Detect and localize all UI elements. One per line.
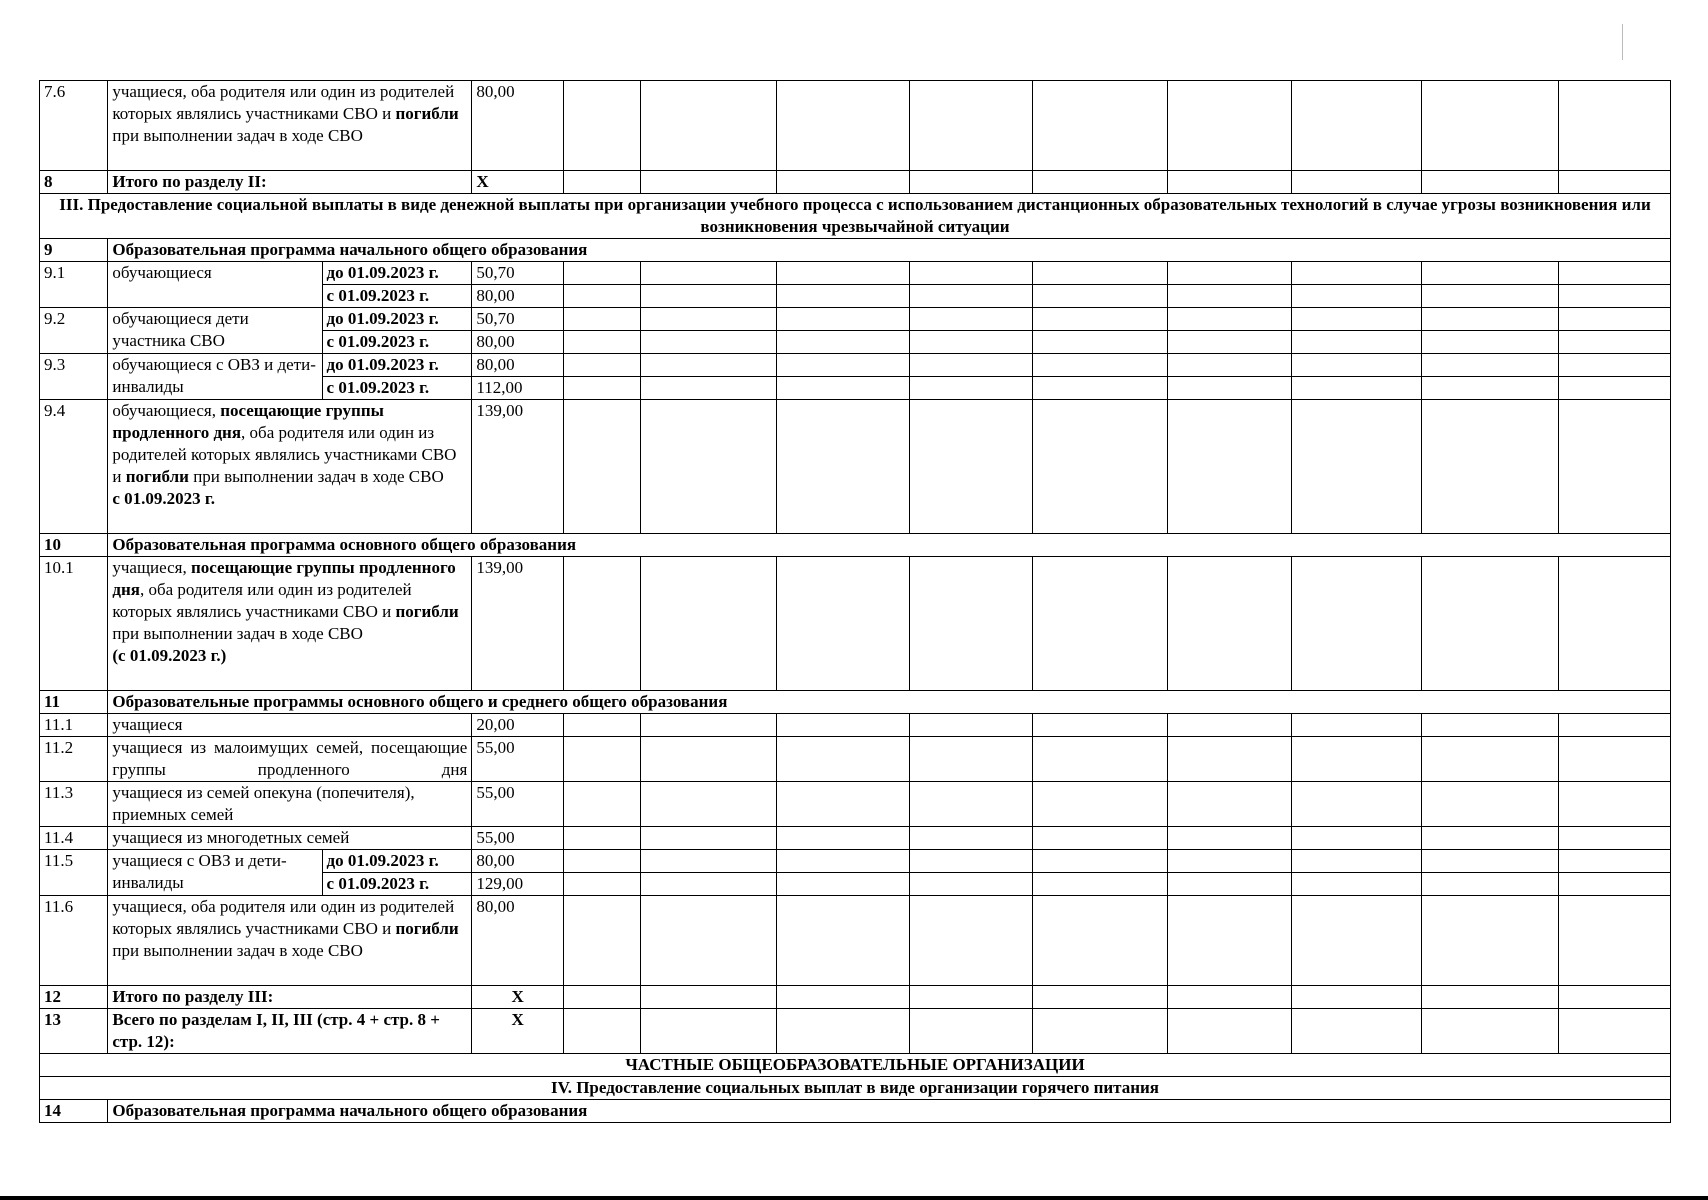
table-row — [40, 171, 1671, 194]
row-number: 9.3 — [40, 354, 108, 400]
date-period: до 01.09.2023 г. — [322, 262, 472, 285]
row-number: 11.4 — [40, 827, 108, 850]
rate-value: 80,00 — [472, 285, 564, 308]
rate-value: 80,00 — [472, 81, 564, 171]
rate-value: 112,00 — [472, 377, 564, 400]
rate-value: 55,00 — [472, 827, 564, 850]
table-row — [40, 308, 1671, 331]
row-label: учащиеся, посещающие группы продленного дня, оба родителя или один из родителей которых являлись участниками СВО и погибли при выполнении задач в ходе СВО (с 01.09.2023 г.) — [108, 557, 472, 691]
rate-value: 139,00 — [472, 557, 564, 691]
rate-value: 55,00 — [472, 782, 564, 827]
rate-value: X — [472, 1009, 564, 1054]
row-number: 8 — [40, 171, 108, 194]
scan-artifact — [1622, 24, 1623, 60]
date-period: до 01.09.2023 г. — [322, 850, 472, 873]
table-row — [40, 400, 1671, 534]
table-row — [40, 896, 1671, 986]
row-number: 10.1 — [40, 557, 108, 691]
row-label: Образовательная программа основного общего образования — [108, 534, 1671, 557]
row-number: 11.5 — [40, 850, 108, 896]
table-row — [40, 557, 1671, 691]
section-title: IV. Предоставление социальных выплат в виде организации горячего питания — [40, 1077, 1671, 1100]
rate-value: X — [472, 171, 564, 194]
section-header-row — [40, 1054, 1671, 1077]
row-label: Итого по разделу II: — [108, 171, 472, 194]
section-header-row — [40, 1077, 1671, 1100]
rate-value: 80,00 — [472, 850, 564, 873]
table-row — [40, 1009, 1671, 1054]
table-row — [40, 850, 1671, 873]
row-number: 14 — [40, 1100, 108, 1123]
row-number: 7.6 — [40, 81, 108, 171]
budget-table-page — [39, 80, 1671, 1123]
date-period: с 01.09.2023 г. — [322, 331, 472, 354]
rate-value: 80,00 — [472, 896, 564, 986]
row-label: учащиеся из малоимущих семей, посещающие группы продленного дня — [108, 737, 472, 782]
row-label: учащиеся, оба родителя или один из родителей которых являлись участниками СВО и погибли при выполнении задач в ходе СВО — [108, 896, 472, 986]
row-label: обучающиеся дети участника СВО — [108, 308, 322, 354]
table-row — [40, 81, 1671, 171]
row-number: 11 — [40, 691, 108, 714]
rate-value: 139,00 — [472, 400, 564, 534]
section-title: III. Предоставление социальной выплаты в виде денежной выплаты при организации учебного процесса с использованием дистанционных образовательных технологий в случае угрозы возникновения или возникновения чрезвычайной ситуации — [40, 194, 1671, 239]
table-row — [40, 691, 1671, 714]
table-row — [40, 986, 1671, 1009]
table-row — [40, 239, 1671, 262]
rate-value: 50,70 — [472, 308, 564, 331]
table-row — [40, 262, 1671, 285]
table-row — [40, 714, 1671, 737]
section-title: ЧАСТНЫЕ ОБЩЕОБРАЗОВАТЕЛЬНЫЕ ОРГАНИЗАЦИИ — [40, 1054, 1671, 1077]
table-row — [40, 354, 1671, 377]
table-row — [40, 737, 1671, 782]
rate-value: 129,00 — [472, 873, 564, 896]
row-label: Образовательная программа начального общего образования — [108, 1100, 1671, 1123]
row-number: 9.2 — [40, 308, 108, 354]
row-label: обучающиеся, посещающие группы продленного дня, оба родителя или один из родителей которых являлись участниками СВО и погибли при выполнении задач в ходе СВО с 01.09.2023 г. — [108, 400, 472, 534]
date-period: с 01.09.2023 г. — [322, 285, 472, 308]
row-label: учащиеся — [108, 714, 472, 737]
rate-value: X — [472, 986, 564, 1009]
row-number: 10 — [40, 534, 108, 557]
row-label: обучающиеся с ОВЗ и дети-инвалиды — [108, 354, 322, 400]
row-label: учащиеся из многодетных семей — [108, 827, 472, 850]
row-label: обучающиеся — [108, 262, 322, 308]
date-period: с 01.09.2023 г. — [322, 873, 472, 896]
social-payments-table — [39, 80, 1671, 1123]
rate-value: 80,00 — [472, 354, 564, 377]
row-label: учащиеся из семей опекуна (попечителя), приемных семей — [108, 782, 472, 827]
rate-value: 50,70 — [472, 262, 564, 285]
table-row — [40, 534, 1671, 557]
rate-value: 20,00 — [472, 714, 564, 737]
date-period: до 01.09.2023 г. — [322, 308, 472, 331]
table-row — [40, 1100, 1671, 1123]
row-label: Итого по разделу III: — [108, 986, 472, 1009]
row-label: учащиеся с ОВЗ и дети-инвалиды — [108, 850, 322, 896]
date-period: с 01.09.2023 г. — [322, 377, 472, 400]
row-label: Всего по разделам I, II, III (стр. 4 + стр. 8 + стр. 12): — [108, 1009, 472, 1054]
row-number: 11.2 — [40, 737, 108, 782]
page-bottom-edge — [0, 1196, 1708, 1200]
date-period: до 01.09.2023 г. — [322, 354, 472, 377]
row-number: 11.1 — [40, 714, 108, 737]
row-label: Образовательная программа начального общего образования — [108, 239, 1671, 262]
rate-value: 80,00 — [472, 331, 564, 354]
row-number: 12 — [40, 986, 108, 1009]
row-number: 9 — [40, 239, 108, 262]
row-number: 9.1 — [40, 262, 108, 308]
row-label: учащиеся, оба родителя или один из родителей которых являлись участниками СВО и погибли при выполнении задач в ходе СВО — [108, 81, 472, 171]
table-row — [40, 782, 1671, 827]
table-row — [40, 827, 1671, 850]
row-number: 9.4 — [40, 400, 108, 534]
row-label: Образовательные программы основного общего и среднего общего образования — [108, 691, 1671, 714]
row-number: 11.3 — [40, 782, 108, 827]
rate-value: 55,00 — [472, 737, 564, 782]
row-number: 13 — [40, 1009, 108, 1054]
row-number: 11.6 — [40, 896, 108, 986]
section-header-row — [40, 194, 1671, 239]
